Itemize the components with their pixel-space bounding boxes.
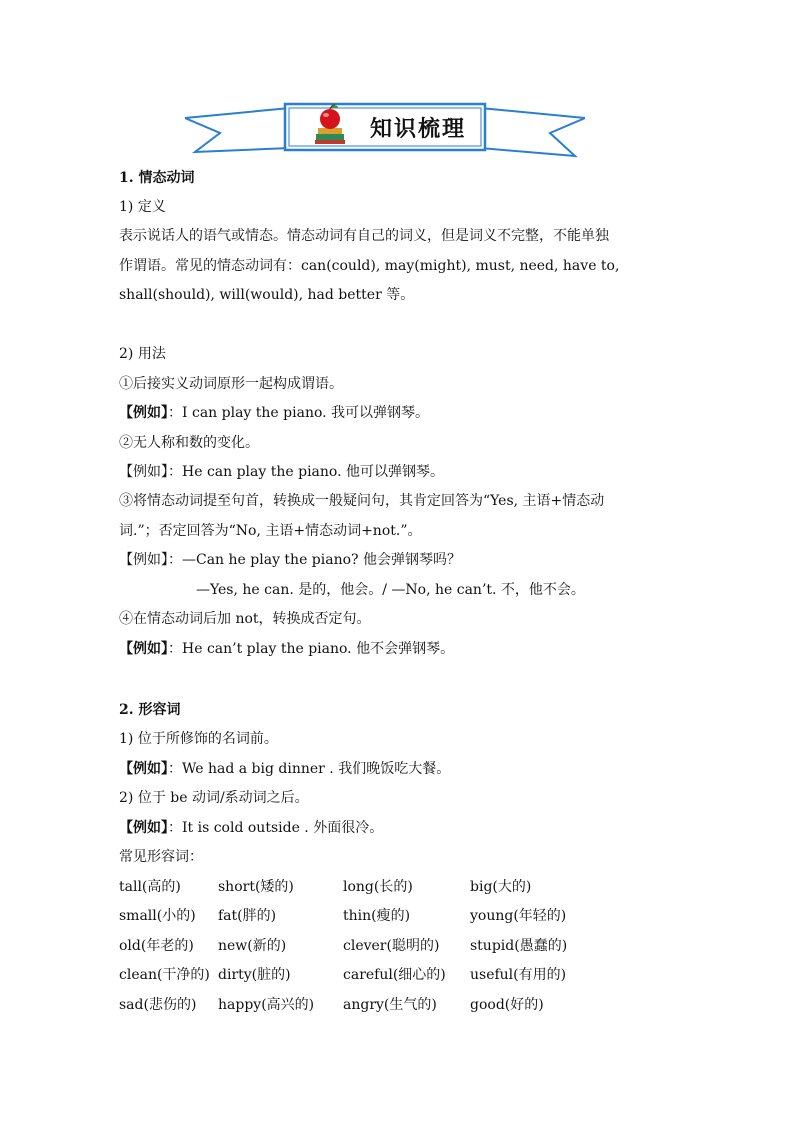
- example-tag: 【例如】: [119, 405, 168, 421]
- example-tag: 【例如】: [119, 820, 168, 836]
- section1-heading: 1. 情态动词: [119, 170, 195, 186]
- common-adjectives-label: 常见形容词：: [119, 849, 203, 865]
- usage-rule-2: ②无人称和数的变化。: [119, 435, 259, 451]
- adjective-cell: young(年轻的): [470, 908, 567, 924]
- example-text: ：I can play the piano. 我可以弹钢琴。: [168, 405, 430, 421]
- definition-line-1: 表示说话人的语气或情态。情态动词有自己的词义，但是词义不完整，不能单独: [119, 228, 609, 244]
- definition-line-2: 作谓语。常见的情态动词有：can(could), may(might), must, need, have to,: [119, 258, 620, 274]
- example-text: ：He can’t play the piano. 他不会弹钢琴。: [168, 641, 455, 657]
- adjective-cell: fat(胖的): [218, 908, 277, 924]
- adjective-cell: small(小的): [119, 908, 196, 924]
- adjective-cell: thin(瘦的): [343, 908, 411, 924]
- adjective-cell: useful(有用的): [470, 967, 567, 983]
- usage-example-1: [119, 403, 429, 423]
- usage-example-2: [119, 462, 444, 482]
- banner-title: 知识梳理: [370, 117, 467, 142]
- adjective-cell: good(好的): [470, 997, 544, 1013]
- definition-line-3: shall(should), will(would), had better 等。: [119, 287, 415, 303]
- example-text: ：He can play the piano. 他可以弹钢琴。: [168, 464, 445, 480]
- usage-label: 2) 用法: [119, 346, 166, 362]
- usage-rule-4: ④在情态动词后加 not，转换成否定句。: [119, 611, 371, 627]
- definition-label: 1) 定义: [119, 199, 166, 215]
- adjective-example-1: [119, 759, 450, 779]
- adjective-cell: happy(高兴的): [218, 997, 315, 1013]
- adjective-rule-2: 2) 位于 be 动词/系动词之后。: [119, 790, 309, 806]
- adjective-cell: careful(细心的): [343, 967, 446, 983]
- adjective-cell: clean(干净的): [119, 967, 210, 983]
- example-tag: 【例如】: [119, 761, 168, 777]
- usage-example-4: [119, 639, 454, 659]
- adjective-cell: long(长的): [343, 879, 413, 895]
- example-tag: 【例如】: [119, 464, 168, 480]
- adjective-rule-1: 1) 位于所修饰的名词前。: [119, 731, 278, 747]
- adjective-example-2: [119, 818, 383, 838]
- adjective-cell: tall(高的): [119, 879, 181, 895]
- adjective-cell: new(新的): [218, 938, 287, 954]
- example-text: ：We had a big dinner . 我们晚饭吃大餐。: [168, 761, 451, 777]
- usage-rule-1: ①后接实义动词原形一起构成谓语。: [119, 376, 343, 392]
- adjective-cell: short(矮的): [218, 879, 294, 895]
- adjective-cell: angry(生气的): [343, 997, 437, 1013]
- adjective-cell: big(大的): [470, 879, 532, 895]
- apple-books-icon: [312, 104, 348, 146]
- adjective-cell: stupid(愚蠢的): [470, 938, 568, 954]
- example-tag: 【例如】: [119, 552, 168, 568]
- usage-rule-3-line-1: ③将情态动词提至句首，转换成一般疑问句，其肯定回答为“Yes, 主语+情态动: [119, 493, 605, 509]
- adjective-cell: dirty(脏的): [218, 967, 291, 983]
- adjective-cell: clever(聪明的): [343, 938, 440, 954]
- example-text: ：—Can he play the piano? 他会弹钢琴吗？: [168, 552, 461, 568]
- usage-rule-3-line-2: 词.”；否定回答为“No, 主语+情态动词+not.”。: [119, 523, 422, 539]
- adjective-cell: old(年老的): [119, 938, 194, 954]
- example-text: ：It is cold outside . 外面很冷。: [168, 820, 384, 836]
- usage-example-3-answer: —Yes, he can. 是的，他会。/ —No, he can’t. 不，他不会。: [196, 582, 585, 598]
- adjective-cell: sad(悲伤的): [119, 997, 197, 1013]
- section2-heading: 2. 形容词: [119, 702, 181, 718]
- example-tag: 【例如】: [119, 641, 168, 657]
- usage-example-3: [119, 550, 461, 570]
